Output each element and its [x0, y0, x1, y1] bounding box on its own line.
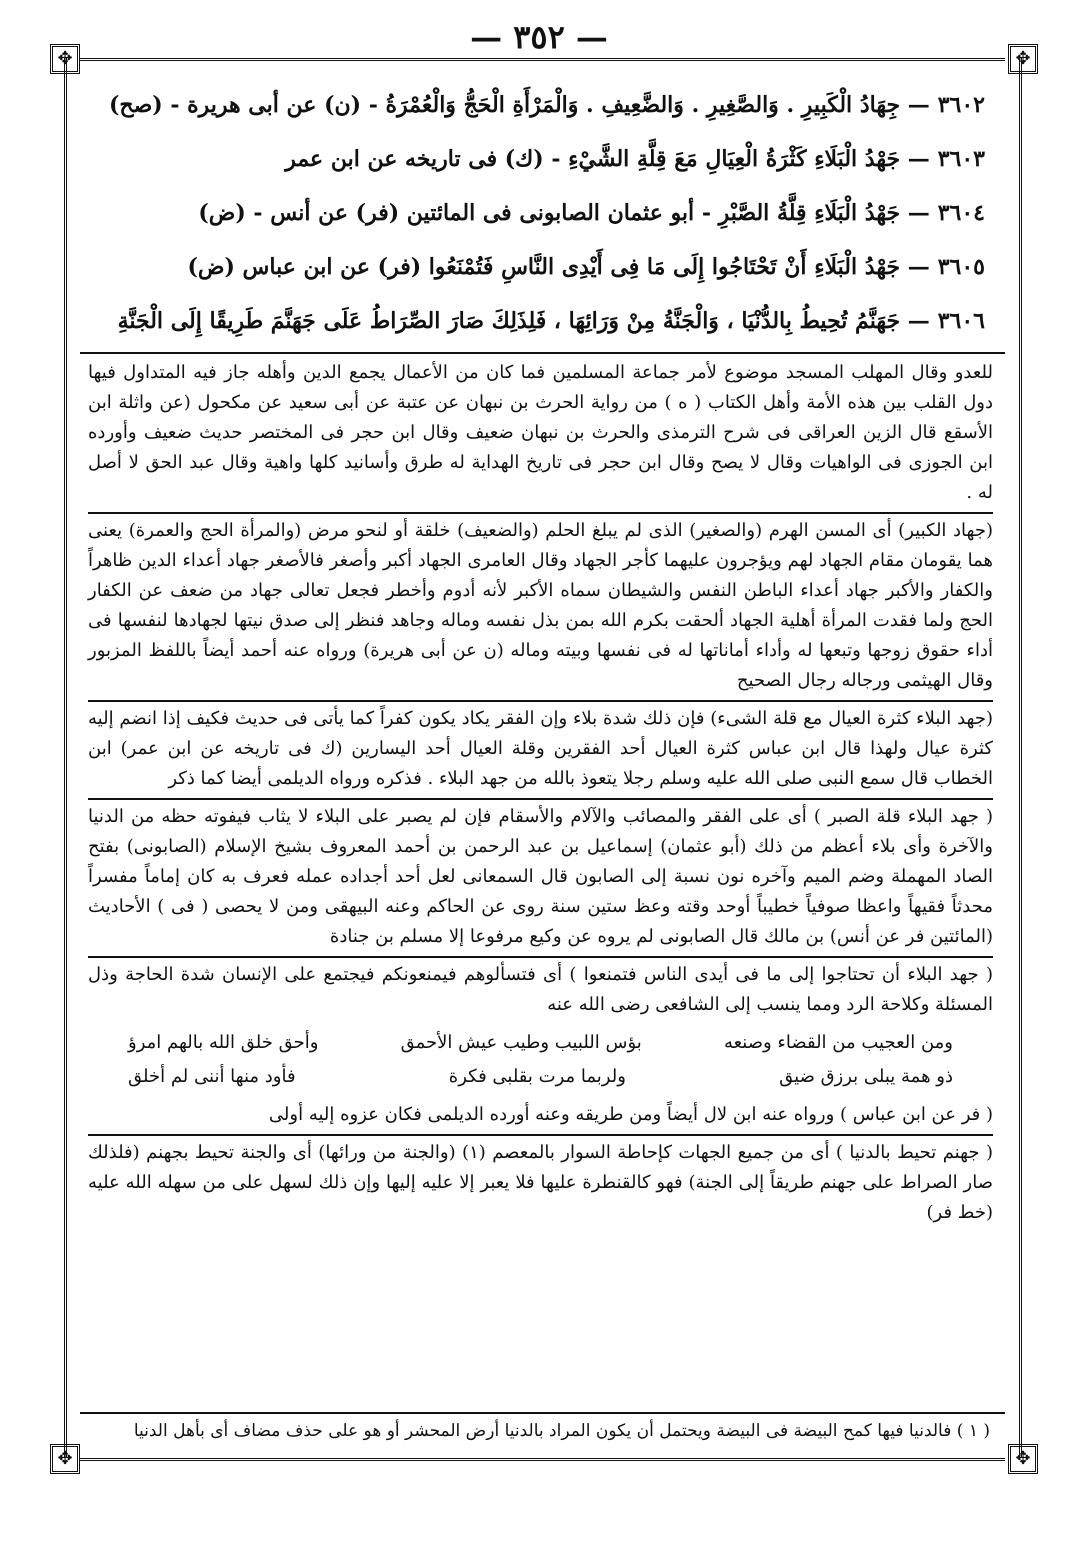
- commentary-paragraph: ( جهنم تحيط بالدنيا ) أى من جميع الجهات كإحاطة السوار بالمعصم (١) (والجنة من ورائها) أى والجنة تحيط بجهنم (فلذلك صار الصراط على جهنم طريقاً إلى الجنة) فهو كالقنطرة عليها فلا يعبر إلا عليه إليها وإن ذلك لسهل على من سهله الله عليه (خط فر): [88, 1142, 993, 1223]
- paragraph-divider: [88, 512, 993, 514]
- verse-hemistich: فأود منها أننى لم أخلق: [128, 1066, 296, 1087]
- hadith-entry: [95, 294, 985, 348]
- footnote-divider: [80, 1412, 1005, 1414]
- commentary-body: [88, 358, 993, 1228]
- page-number: — ٣٥٢ —: [470, 18, 608, 56]
- poetry-verse: [128, 1060, 953, 1094]
- commentary-paragraph: ( جهد البلاء قلة الصبر ) أى على الفقر والمصائب والآلام والأسقام فإن لم يصبر على البلاء لا يثاب فيفوته حظه من الدنيا والآخرة وأى بلاء أعظم من ذلك (أبو عثمان) إسماعيل بن عبد الرحمن بن أحمد المعروف بشيخ الإسلام (الصابونى) بفتح الصاد المهملة وضم الميم وآخره نون نسبة إلى الصابون قال السمعانى لعل أحد أجداده عمله فعرف به كان إماماً مفسراً محدثاً فقيهاً واعظا صوفياً خطيباً أوحد وقته وعظ ستين سنة روى عن الحاكم وعنه البيهقى ومن لا يحصى ( فى ) الأحاديث (المائتين فر عن أنس) بن مالك قال الصابونى لم يروه عن وكيع مرفوعا إلا مسلم بن جنادة: [88, 806, 993, 947]
- verse-hemistich: ومن العجيب من القضاء وصنعه: [723, 1032, 953, 1053]
- paragraph-divider: [88, 1134, 993, 1136]
- hadith-text: — جَهَنَّمُ تُحِيطُ بِالدُّنْيَا ، وَالْجَنَّةُ مِنْ وَرَائِهَا ، فَلِذَلِكَ صَارَ الصِّرَاطُ عَلَى جَهَنَّمَ طَرِيقًا إِلَى الْجَنَّةِ: [117, 308, 930, 334]
- hadith-list: [95, 78, 985, 348]
- hadith-entry: [95, 132, 985, 186]
- hadith-text: — جَهْدُ الْبَلَاءِ قِلَّةُ الصَّبْرِ - أبو عثمان الصابونى فى المائتين (فر) عن أنس - (ض): [198, 200, 930, 226]
- hadith-text: — جِهَادُ الْكَبِيرِ . وَالصَّغِيرِ . وَالضَّعِيفِ . وَالْمَرْأَةِ الْحَجُّ وَالْعُمْرَةُ - (ن) عن أبى هريرة - (صح): [108, 92, 930, 118]
- commentary-paragraph: (جهد البلاء كثرة العيال مع قلة الشىء) فإن ذلك شدة بلاء وإن الفقر يكاد يكون كفراً كما يأتى فى حديث فكيف إذا انضم إليه كثرة عيال ولهذا قال ابن عباس كثرة العيال أحد الفقرين وقلة العيال أحد اليسارين (ك فى تاريخه عن ابن عمر) ابن الخطاب قال سمع النبى صلى الله عليه وسلم رجلا يتعوذ بالله من جهد البلاء . فذكره ورواه الديلمى أيضا كما ذكر: [88, 708, 993, 789]
- commentary-paragraph: (جهاد الكبير) أى المسن الهرم (والصغير) الذى لم يبلغ الحلم (والضعيف) خلقة أو لنحو مرض (والمرأة الحج والعمرة) يعنى هما يقومان مقام الجهاد لهم ويؤجرون عليهما كأجر الجهاد وقال العامرى الجهاد أكبر وأصغر فالأصغر جهاد أعداء الدين ظاهراً والكفار والأكبر جهاد أعداء الباطن النفس والشيطان سماه الأكبر لأنه أدوم وأخطر فجعل تعالى جهاد من ضعف عن الكفار الحج ولما فقدت المرأة أهلية الجهاد ألحقت بكرم الله بمن بذل نفسه وماله وجاهد فنظر إلى صدق نيتها لجهادها لنفسها فى أداء حقوق زوجها وتبعها له وأداء أماناتها له فى نفسها وبيته وماله (ن عن أبى هريرة) ورواه عنه أحمد أيضاً باللفظ المزبور وقال الهيثمى ورجاله رجال الصحيح: [88, 520, 993, 691]
- section-divider: [80, 352, 1005, 354]
- poetry-block: [88, 1026, 993, 1094]
- paragraph-divider: [88, 956, 993, 958]
- footnote: ( ١ ) فالدنيا فيها كمح البيضة فى البيضة ويحتمل أن يكون المراد بالدنيا أرض المحشر أو هو على حذف مضاف أى بأهل الدنيا: [133, 1421, 990, 1441]
- commentary-paragraph: للعدو وقال المهلب المسجد موضوع لأمر جماعة المسلمين فما كان من الأعمال يجمع الدين وأهله جاز فيه المتداول فيها دول القلب بين هذه الأمة وأهل الكتاب ( ه ) من رواية الحرث بن نبهان عن عتبة عن أبى سعيد عن مكحول (عن واثلة ابن الأسقع قال الزين العراقى فى شرح الترمذى والحرث بن نبهان ضعيف وقال ابن حجر فى المختصر حديث ضعيف وأورده ابن الجوزى فى الواهيات وقال لا يصح وقال ابن حجر فى تاريخ الهداية له طرق وأسانيد كلها واهية وقال عبد الحق لا أصل له .: [88, 362, 993, 503]
- hadith-entry: [95, 240, 985, 294]
- hadith-text: — جَهْدُ الْبَلَاءِ كَثْرَةُ الْعِيَالِ مَعَ قِلَّةِ الشَّيْءِ - (ك) فى تاريخه عن ابن عمر: [285, 146, 930, 172]
- commentary-paragraph: ( جهد البلاء أن تحتاجوا إلى ما فى أيدى الناس فتمنعوا ) أى فتسألوهم فيمنعونكم فيجتمع على الإنسان شدة الحاجة وذل المسئلة وكلاحة الرد ومما ينسب إلى الشافعى رضى الله عنه: [88, 964, 993, 1015]
- hadith-number: ٣٦٠٥: [937, 254, 985, 280]
- hadith-text: — جَهْدُ الْبَلَاءِ أَنْ تَحْتَاجُوا إِلَى مَا فِى أَيْدِى النَّاسِ فَتُمْنَعُوا (فر) عن ابن عباس (ض): [187, 254, 930, 280]
- hadith-number: ٣٦٠٤: [937, 200, 985, 226]
- hadith-number: ٣٦٠٢: [937, 92, 985, 118]
- frame-top-border: [80, 58, 1005, 61]
- verse-hemistich: ولربما مرت بقلبى فكرة: [448, 1066, 626, 1087]
- frame-bottom-border: [80, 1458, 1005, 1461]
- hadith-number: ٣٦٠٣: [937, 146, 985, 172]
- corner-ornament-icon: ✥: [1008, 1444, 1038, 1474]
- commentary-paragraph: ( فر عن ابن عباس ) ورواه عنه ابن لال أيضاً ومن طريقه وعنه أورده الديلمى فكان عزوه إليه أولى: [268, 1104, 993, 1125]
- verse-hemistich: ذو همة يبلى برزق ضيق: [779, 1066, 953, 1087]
- poetry-verse: [128, 1026, 953, 1060]
- paragraph-divider: [88, 700, 993, 702]
- corner-ornament-icon: ✥: [50, 44, 80, 74]
- hadith-number: ٣٦٠٦: [937, 308, 985, 334]
- verse-hemistich: وأحق خلق الله بالهم امرؤ: [128, 1032, 319, 1053]
- hadith-entry: [95, 78, 985, 132]
- hadith-entry: [95, 186, 985, 240]
- paragraph-divider: [88, 798, 993, 800]
- corner-ornament-icon: ✥: [50, 1444, 80, 1474]
- corner-ornament-icon: ✥: [1008, 44, 1038, 74]
- verse-hemistich: بؤس اللبيب وطيب عيش الأحمق: [400, 1032, 642, 1053]
